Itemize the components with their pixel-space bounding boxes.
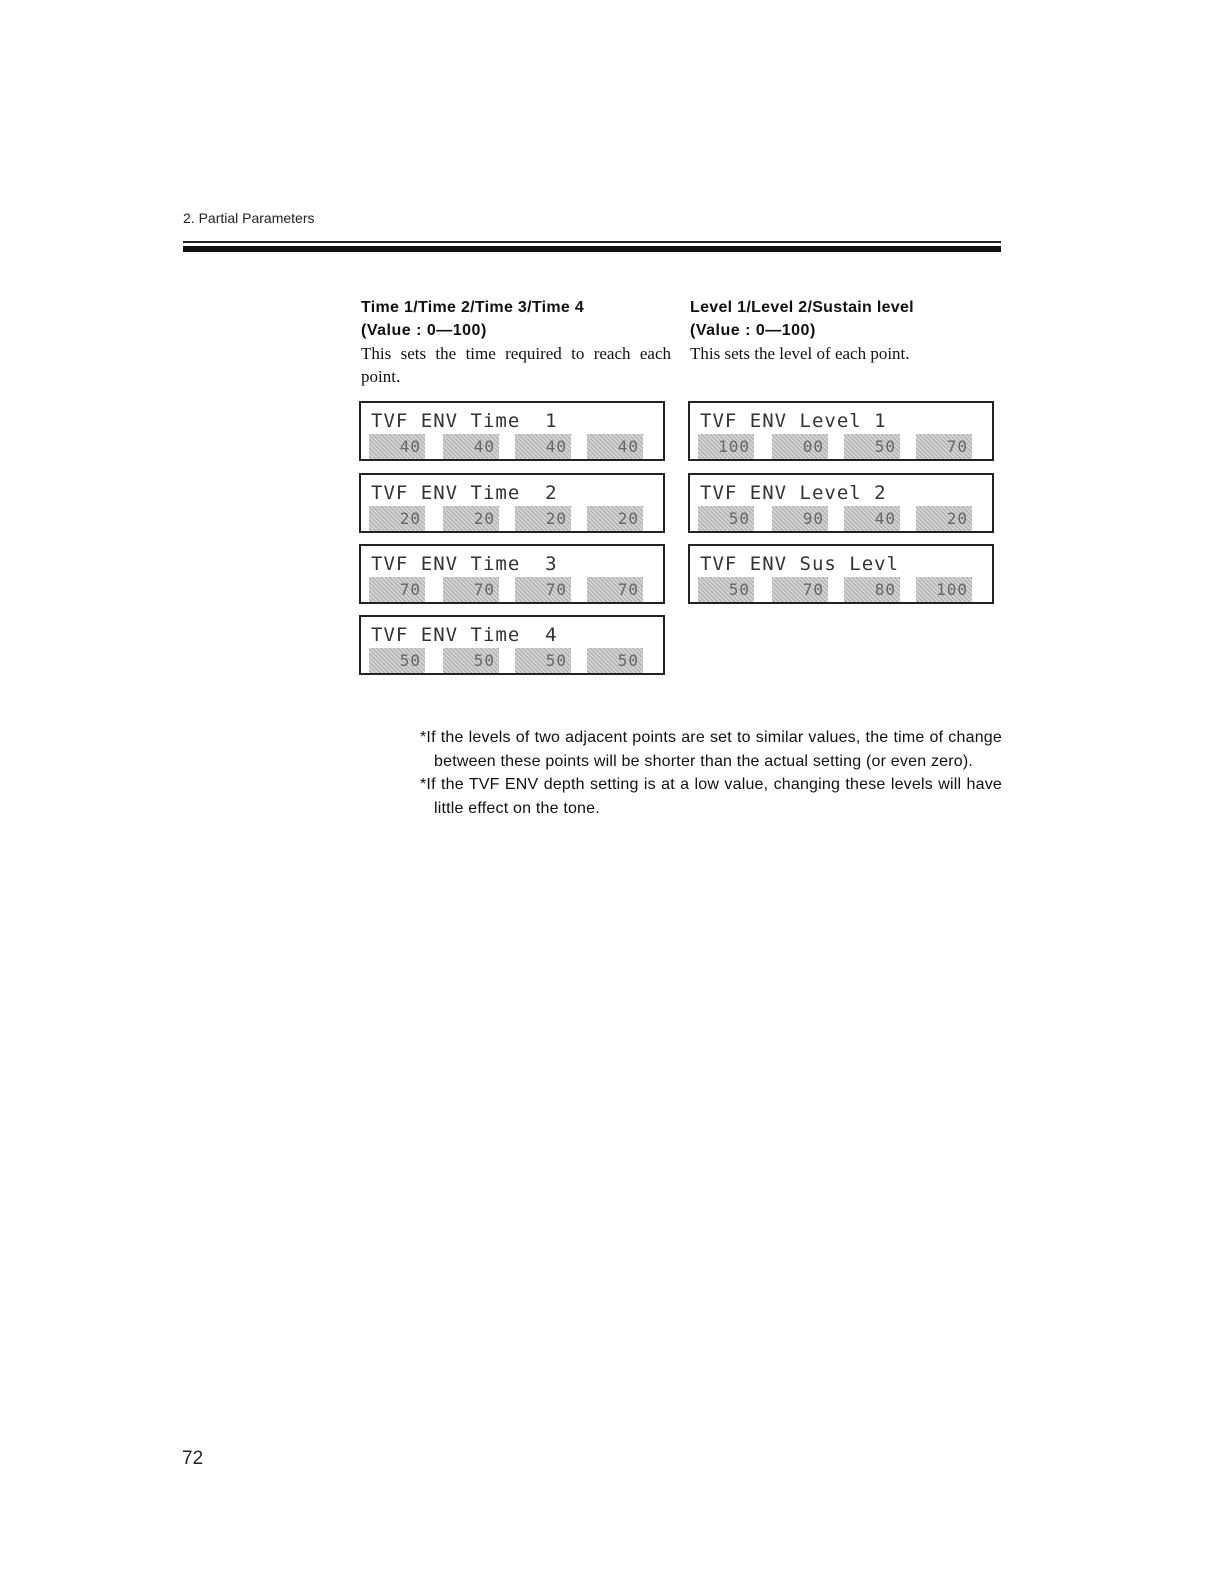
- lcd-top-line: TVF ENV Time 4: [371, 624, 558, 646]
- lcd-value-cell: 80: [844, 577, 900, 602]
- lcd-top-line: TVF ENV Time 1: [371, 410, 558, 432]
- lcd-top-line: TVF ENV Sus Levl: [700, 553, 900, 575]
- time-parameter-block: [361, 296, 671, 388]
- page-number: 72: [182, 1448, 204, 1469]
- lcd-value-cell: 20: [443, 506, 499, 531]
- lcd-value-cell: 90: [772, 506, 828, 531]
- lcd-value-cell: 20: [515, 506, 571, 531]
- lcd-bottom-line: [369, 434, 663, 460]
- lcd-value-cell: 50: [844, 434, 900, 459]
- lcd-value-cell: 20: [916, 506, 972, 531]
- lcd-value-cell: 50: [587, 648, 643, 673]
- lcd-value-cell: 40: [587, 434, 643, 459]
- lcd-value-cell: 20: [587, 506, 643, 531]
- lcd-value-cell: 00: [772, 434, 828, 459]
- level-parameter-block: [690, 296, 1000, 365]
- note-env-depth: *If the TVF ENV depth setting is at a low value, changing these levels will have little effect on the tone.: [420, 776, 1002, 817]
- section-header: 2. Partial Parameters: [183, 210, 315, 226]
- time-parameter-title: Time 1/Time 2/Time 3/Time 4: [361, 299, 585, 316]
- lcd-bottom-line: [369, 648, 663, 674]
- lcd-value-cell: 70: [772, 577, 828, 602]
- lcd-top-line: TVF ENV Time 3: [371, 553, 558, 575]
- lcd-display-time-3: [359, 544, 665, 604]
- lcd-value-cell: 50: [369, 648, 425, 673]
- lcd-value-cell: 100: [916, 577, 972, 602]
- lcd-display-time-1: [359, 401, 665, 461]
- lcd-display-sustain-level: [688, 544, 994, 604]
- lcd-top-line: TVF ENV Level 1: [700, 410, 887, 432]
- lcd-display-level-1: [688, 401, 994, 461]
- lcd-value-cell: 40: [369, 434, 425, 459]
- lcd-value-cell: 70: [916, 434, 972, 459]
- lcd-bottom-line: [369, 577, 663, 603]
- lcd-display-time-4: [359, 615, 665, 675]
- lcd-top-line: TVF ENV Level 2: [700, 482, 887, 504]
- level-parameter-range: (Value : 0—100): [690, 322, 816, 339]
- level-parameter-title: Level 1/Level 2/Sustain level: [690, 299, 914, 316]
- lcd-value-cell: 70: [443, 577, 499, 602]
- time-parameter-range: (Value : 0—100): [361, 322, 487, 339]
- lcd-value-cell: 70: [369, 577, 425, 602]
- lcd-value-cell: 40: [515, 434, 571, 459]
- lcd-display-level-2: [688, 473, 994, 533]
- lcd-bottom-line: [698, 434, 992, 460]
- lcd-value-cell: 50: [515, 648, 571, 673]
- lcd-bottom-line: [698, 577, 992, 603]
- lcd-bottom-line: [698, 506, 992, 532]
- lcd-value-cell: 20: [369, 506, 425, 531]
- lcd-value-cell: 70: [515, 577, 571, 602]
- header-rule-thin: [183, 241, 1001, 243]
- lcd-bottom-line: [369, 506, 663, 532]
- lcd-value-cell: 100: [698, 434, 754, 459]
- lcd-value-cell: 50: [443, 648, 499, 673]
- note-similar-levels: *If the levels of two adjacent points are set to similar values, the time of change between these points will be shorter than the actual setting (or even zero).: [420, 729, 1002, 770]
- lcd-top-line: TVF ENV Time 2: [371, 482, 558, 504]
- lcd-value-cell: 40: [844, 506, 900, 531]
- level-parameter-description: This sets the level of each point.: [690, 344, 910, 363]
- lcd-value-cell: 50: [698, 506, 754, 531]
- header-rule-thick: [183, 246, 1001, 252]
- lcd-display-time-2: [359, 473, 665, 533]
- time-parameter-description: This sets the time required to reach each point.: [361, 344, 671, 386]
- lcd-value-cell: 40: [443, 434, 499, 459]
- lcd-value-cell: 70: [587, 577, 643, 602]
- lcd-value-cell: 50: [698, 577, 754, 602]
- notes-block: [420, 726, 1002, 820]
